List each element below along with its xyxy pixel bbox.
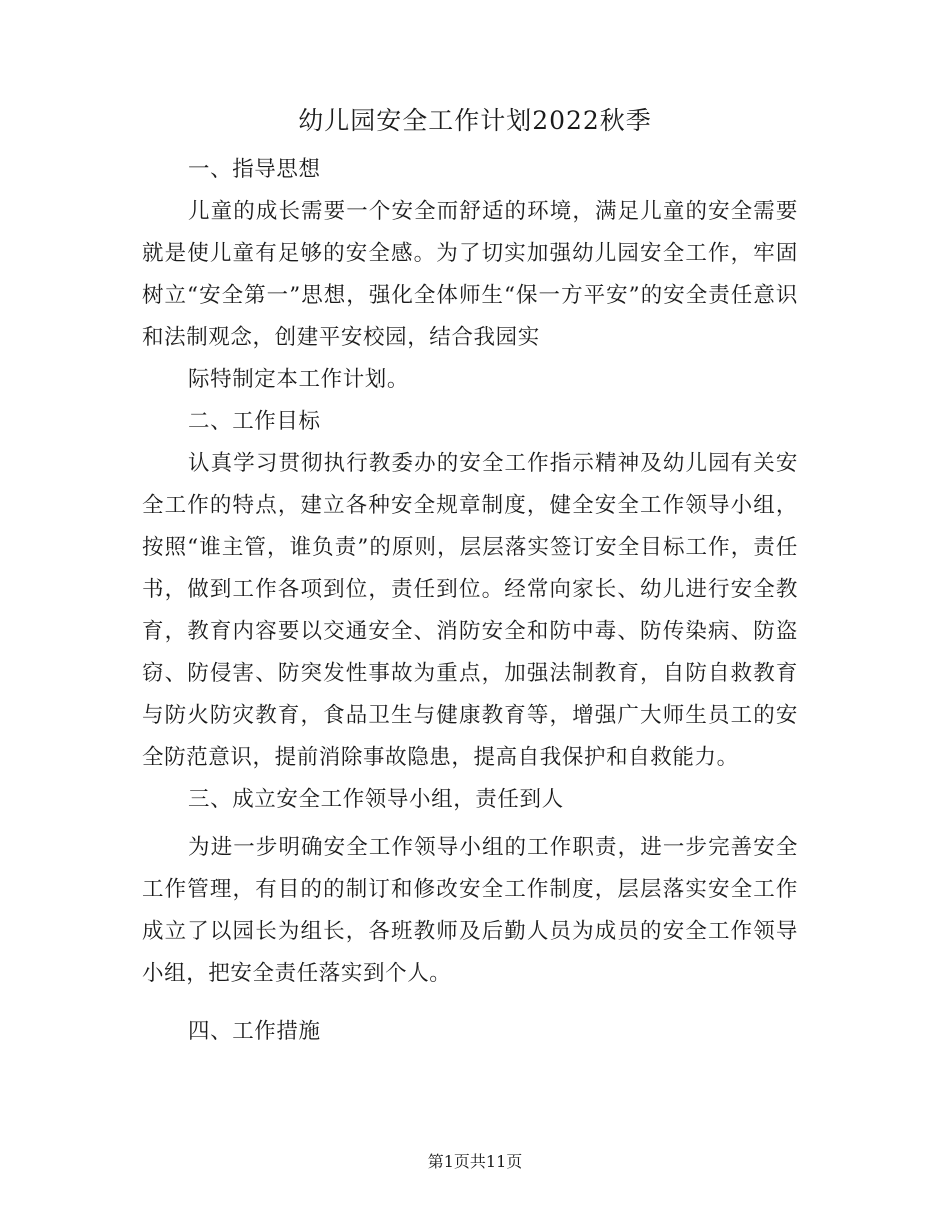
section-heading-guiding-thought: 一、指导思想 bbox=[188, 157, 321, 182]
section-heading-leadership-group: 三、成立安全工作领导小组，责任到人 bbox=[188, 787, 564, 812]
section-heading-work-goals: 二、工作目标 bbox=[188, 409, 321, 434]
paragraph-guiding-thought: 儿童的成长需要一个安全而舒适的环境，满足儿童的安全需要就是使儿童有足够的安全感。为了切实加强幼儿园安全工作，牢固树立“安全第一”思想，强化全体师生“保一方平安”的安全责任意识和法制观念，创建平安校园，结合我园实 bbox=[142, 199, 798, 350]
paragraph-work-goals: 认真学习贯彻执行教委办的安全工作指示精神及幼儿园有关安全工作的特点，建立各种安全规章制度，健全安全工作领导小组，按照“谁主管，谁负责”的原则，层层落实签订安全目标工作，责任书，做到工作各项到位，责任到位。经常向家长、幼儿进行安全教育，教育内容要以交通安全、消防安全和防中毒、防传染病、防盗窃、防侵害、防突发性事故为重点，加强法制教育，自防自救教育与防火防灾教育，食品卫生与健康教育等，增强广大师生员工的安全防范意识，提前消除事故隐患，提高自我保护和自救能力。 bbox=[142, 451, 798, 770]
paragraph-leadership-group: 为进一步明确安全工作领导小组的工作职责，进一步完善安全工作管理，有目的的制订和修改安全工作制度，层层落实安全工作成立了以园长为组长，各班教师及后勤人员为成员的安全工作领导小组，把安全责任落实到个人。 bbox=[142, 835, 798, 986]
paragraph-guiding-thought-continued: 际特制定本工作计划。 bbox=[188, 367, 410, 392]
document-title: 幼儿园安全工作计划2022秋季 bbox=[298, 106, 652, 135]
page-footer: 第1页共11页 bbox=[427, 1152, 523, 1171]
section-heading-work-measures: 四、工作措施 bbox=[188, 1019, 321, 1044]
document-body bbox=[142, 149, 798, 1053]
